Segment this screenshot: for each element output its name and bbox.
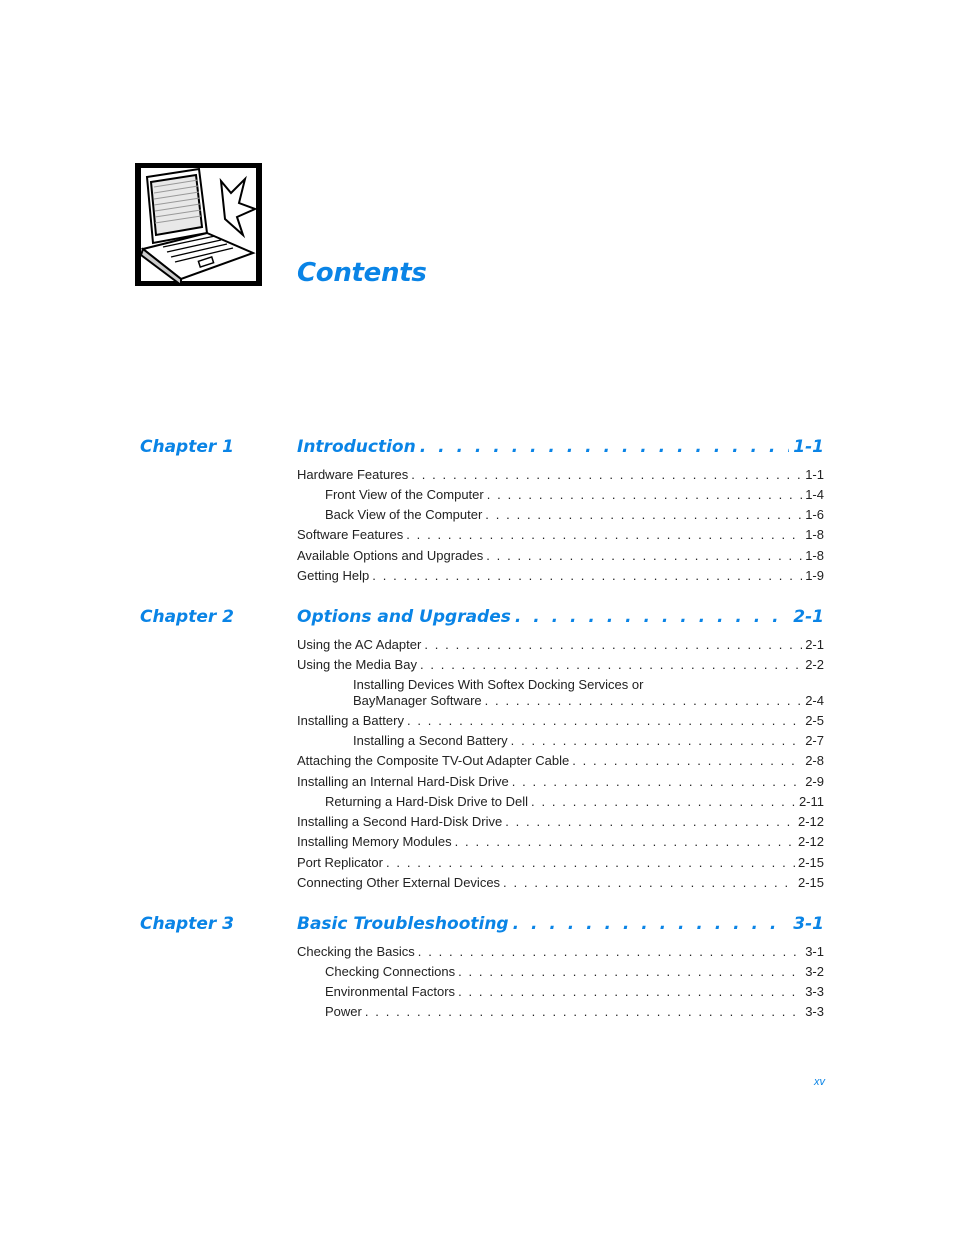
toc-entry[interactable] <box>325 507 824 525</box>
toc-entry[interactable] <box>297 774 824 792</box>
toc-entry[interactable] <box>325 1004 824 1022</box>
toc-entry-text: Installing a Second Hard-Disk Drive <box>297 814 503 829</box>
leader-dots <box>420 657 802 672</box>
toc-entry[interactable] <box>297 467 824 485</box>
chapter-page: 1-1 <box>793 437 824 457</box>
toc-entry-page: 1-8 <box>805 548 824 563</box>
leader-dots <box>505 814 795 829</box>
toc-entry-text: Back View of the Computer <box>325 507 483 522</box>
toc-entry[interactable] <box>297 834 824 852</box>
page-number: xv <box>814 1076 825 1088</box>
leader-dots <box>486 548 802 563</box>
leader-dots <box>424 637 802 652</box>
leader-dots <box>407 713 802 728</box>
chapter-label: Chapter 1 <box>140 437 235 457</box>
toc-entry-text: Returning a Hard-Disk Drive to Dell <box>325 794 529 809</box>
toc-entry-text: Installing a Second Battery <box>353 733 508 748</box>
chapter-title-link[interactable] <box>297 607 824 629</box>
laptop-logo-icon <box>135 163 262 286</box>
leader-dots <box>411 467 802 482</box>
toc-entry-page: 2-12 <box>797 834 824 849</box>
toc-entry[interactable] <box>325 487 824 505</box>
chapter-label: Chapter 3 <box>140 914 235 934</box>
toc-entry-page: 3-2 <box>805 964 824 979</box>
leader-dots <box>572 753 802 768</box>
toc-entry-page: 2-15 <box>797 855 824 870</box>
toc-entry[interactable] <box>297 527 824 545</box>
toc-entry-page: 1-9 <box>805 568 824 583</box>
toc-entry-text: Connecting Other External Devices <box>297 875 501 890</box>
chapter-title-link[interactable] <box>297 437 824 459</box>
toc-entry[interactable] <box>325 964 824 982</box>
leader-dots <box>485 507 802 522</box>
leader-dots <box>418 944 802 959</box>
leader-dots <box>386 855 795 870</box>
toc-entry-text: Available Options and Upgrades <box>297 548 484 563</box>
toc-entry[interactable] <box>297 855 824 873</box>
leader-dots <box>511 733 803 748</box>
toc-entry-page: 1-4 <box>805 487 824 502</box>
toc-entry-text: Using the Media Bay <box>297 657 417 672</box>
toc-entry[interactable] <box>353 693 824 711</box>
toc-entry-text[interactable]: Installing Devices With Softex Docking Services or <box>353 677 644 692</box>
leader-dots <box>485 693 803 708</box>
toc-entry[interactable] <box>297 944 824 962</box>
toc-entry-page: 2-11 <box>798 794 824 809</box>
toc-entry-page: 1-8 <box>805 527 824 542</box>
leader-dots <box>512 774 803 789</box>
toc-entry[interactable] <box>325 794 824 812</box>
toc-entry[interactable] <box>297 657 824 675</box>
toc-entry[interactable] <box>297 548 824 566</box>
toc-entry-text: Attaching the Composite TV-Out Adapter Cable <box>297 753 570 768</box>
leader-dots <box>372 568 802 583</box>
toc-entry[interactable] <box>297 814 824 832</box>
toc-entry-page: 3-3 <box>805 1004 824 1019</box>
toc-entry-page: 1-1 <box>805 467 824 482</box>
chapter-title: Basic Troubleshooting <box>297 914 509 934</box>
chapter-label: Chapter 2 <box>140 607 235 627</box>
toc-entry-text: Front View of the Computer <box>325 487 484 502</box>
toc-entry-page: 3-3 <box>805 984 824 999</box>
leader-dots <box>487 487 802 502</box>
toc-entry-text: Environmental Factors <box>325 984 456 999</box>
toc-entry-page: 1-6 <box>805 507 824 522</box>
chapter-title: Options and Upgrades <box>297 607 511 627</box>
chapter-title: Introduction <box>297 437 416 457</box>
toc-entry-text: Installing an Internal Hard-Disk Drive <box>297 774 509 789</box>
toc-entry-page: 2-4 <box>805 693 824 708</box>
leader-dots <box>458 984 802 999</box>
leader-dots <box>420 437 790 457</box>
chapter-page: 2-1 <box>793 607 824 627</box>
toc-entry-page: 2-15 <box>797 875 824 890</box>
toc-entry[interactable] <box>297 637 824 655</box>
toc-entry-page: 2-7 <box>805 733 824 748</box>
toc-entry-page: 2-9 <box>805 774 824 789</box>
leader-dots <box>406 527 802 542</box>
toc-entry[interactable] <box>297 713 824 731</box>
leader-dots <box>458 964 802 979</box>
toc-entry-text: Checking Connections <box>325 964 456 979</box>
toc-entry[interactable] <box>325 984 824 1002</box>
leader-dots <box>531 794 796 809</box>
toc-entry-text: Power <box>325 1004 362 1019</box>
chapter-page: 3-1 <box>793 914 824 934</box>
toc-entry[interactable] <box>297 875 824 893</box>
leader-dots <box>503 875 795 890</box>
leader-dots <box>365 1004 802 1019</box>
toc-entry-text: Installing Memory Modules <box>297 834 452 849</box>
toc-entry-page: 2-1 <box>805 637 824 652</box>
toc-entry[interactable] <box>353 733 824 751</box>
toc-entry-text: Software Features <box>297 527 404 542</box>
toc-entry-page: 2-2 <box>805 657 824 672</box>
toc-entry-text: Installing a Battery <box>297 713 404 728</box>
toc-entry-text: Using the AC Adapter <box>297 637 422 652</box>
toc-entry[interactable] <box>297 753 824 771</box>
toc-entry-page: 2-5 <box>805 713 824 728</box>
chapter-title-link[interactable] <box>297 914 824 936</box>
leader-dots <box>513 914 790 934</box>
toc-entry[interactable] <box>297 568 824 586</box>
toc-entry-text: Port Replicator <box>297 855 383 870</box>
toc-entry-page: 2-12 <box>797 814 824 829</box>
toc-entry-text: Getting Help <box>297 568 370 583</box>
toc-entry-text: Checking the Basics <box>297 944 415 959</box>
leader-dots <box>455 834 795 849</box>
toc-entry-page: 3-1 <box>805 944 824 959</box>
toc-entry-text: BayManager Software <box>353 693 482 708</box>
leader-dots <box>515 607 789 627</box>
toc-entry-text: Hardware Features <box>297 467 409 482</box>
page-title: Contents <box>297 258 427 288</box>
toc-entry-page: 2-8 <box>805 753 824 768</box>
